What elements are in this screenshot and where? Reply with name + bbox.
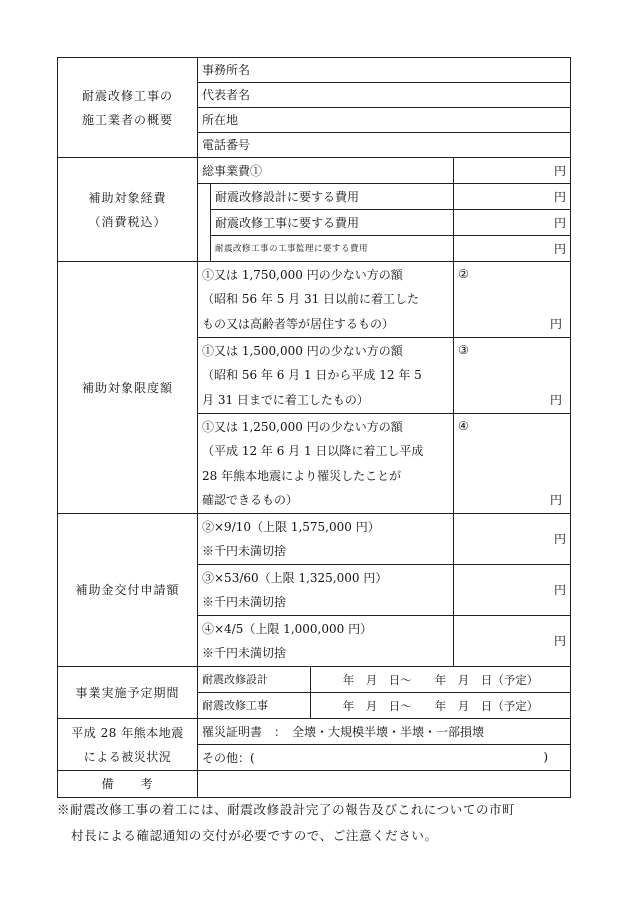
- limit-amount-4[interactable]: ④ 円: [454, 414, 571, 514]
- remarks-field[interactable]: [198, 771, 571, 798]
- contractor-representative-field[interactable]: [198, 83, 571, 108]
- limit-amount-2[interactable]: ② 円: [454, 262, 571, 338]
- construction-cost-label: 耐震改修工事に要する費用: [211, 210, 454, 236]
- footnote-line1: ※耐震改修工事の着工には、耐震改修設計完了の報告及びこれについての市町: [57, 802, 516, 817]
- grant-formula-3: ④×4/5（上限 1,000,000 円） ※千円未満切捨: [198, 616, 454, 667]
- representative-label: 代表者名: [202, 88, 251, 102]
- disaster-header: 平成 28 年熊本地震 による被災状況: [58, 719, 198, 771]
- design-cost-amount[interactable]: 円: [454, 184, 571, 210]
- limit-amount-3[interactable]: ③ 円: [454, 338, 571, 414]
- cost-header-line1: 補助対象経費: [88, 190, 167, 205]
- cost-header-line2: （消費税込）: [88, 214, 167, 229]
- disaster-certificate-options[interactable]: 罹災証明書 ： 全壊・大規模半壊・半壊・一部損壊: [198, 719, 571, 745]
- contractor-header-line1: 耐震改修工事の: [81, 88, 173, 103]
- grant-formula-2: ③×53/60（上限 1,325,000 円） ※千円未満切捨: [198, 565, 454, 616]
- grant-amount-3[interactable]: 円: [454, 616, 571, 667]
- grant-amount-2[interactable]: 円: [454, 565, 571, 616]
- mark-circle-2: ②: [458, 267, 469, 281]
- disaster-other-field[interactable]: その他：( ): [198, 745, 571, 771]
- schedule-design-label: 耐震改修設計: [198, 667, 311, 693]
- contractor-row-name: [58, 58, 571, 83]
- limit-condition-3: ①又は 1,250,000 円の少ない方の額 （平成 12 年 6 月 1 日以降に着工し平成 28 年熊本地震により罹災したことが 確認できるもの）: [198, 414, 454, 514]
- office-name-label: 事務所名: [202, 63, 251, 77]
- mark-circle-3: ③: [458, 343, 469, 357]
- schedule-construction-period[interactable]: 年 月 日～ 年 月 日（予定）: [311, 693, 571, 719]
- contractor-header-line2: 施工業者の概要: [81, 112, 173, 127]
- contractor-phone-field[interactable]: [198, 133, 571, 158]
- mark-circle-4: ④: [458, 419, 469, 433]
- phone-label: 電話番号: [202, 138, 251, 152]
- address-label: 所在地: [202, 113, 239, 127]
- application-form-table: [57, 57, 571, 798]
- schedule-design-period[interactable]: 年 月 日～ 年 月 日（予定）: [311, 667, 571, 693]
- cost-indent-cell: [198, 184, 211, 262]
- supervision-cost-amount[interactable]: 円: [454, 236, 571, 262]
- contractor-address-field[interactable]: [198, 108, 571, 133]
- schedule-header: 事業実施予定期間: [58, 667, 198, 719]
- contractor-office-name-field[interactable]: [198, 58, 571, 83]
- remarks-header: 備 考: [58, 771, 198, 798]
- grant-formula-1: ②×9/10（上限 1,575,000 円） ※千円未満切捨: [198, 514, 454, 565]
- design-cost-label: 耐震改修設計に要する費用: [211, 184, 454, 210]
- footnote: [57, 797, 587, 849]
- grant-amount-1[interactable]: 円: [454, 514, 571, 565]
- grant-header: 補助金交付申請額: [58, 514, 198, 667]
- construction-cost-amount[interactable]: 円: [454, 210, 571, 236]
- limit-condition-2: ①又は 1,500,000 円の少ない方の額 （昭和 56 年 6 月 1 日から平成 12 年 5 月 31 日までに着工したもの）: [198, 338, 454, 414]
- total-cost-label: 総事業費①: [198, 158, 454, 184]
- limit-header: 補助対象限度額: [58, 262, 198, 514]
- schedule-construction-label: 耐震改修工事: [198, 693, 311, 719]
- limit-condition-1: ①又は 1,750,000 円の少ない方の額 （昭和 56 年 5 月 31 日以前に着工した もの又は高齢者等が居住するもの）: [198, 262, 454, 338]
- other-close-paren: ): [543, 750, 549, 764]
- footnote-line2: 村長による確認通知の交付が必要ですので、ご注意ください。: [71, 828, 438, 843]
- cost-header: [58, 158, 198, 262]
- total-cost-amount[interactable]: 円: [454, 158, 571, 184]
- contractor-header: [58, 58, 198, 158]
- supervision-cost-label: 耐震改修工事の工事監理に要する費用: [211, 236, 454, 262]
